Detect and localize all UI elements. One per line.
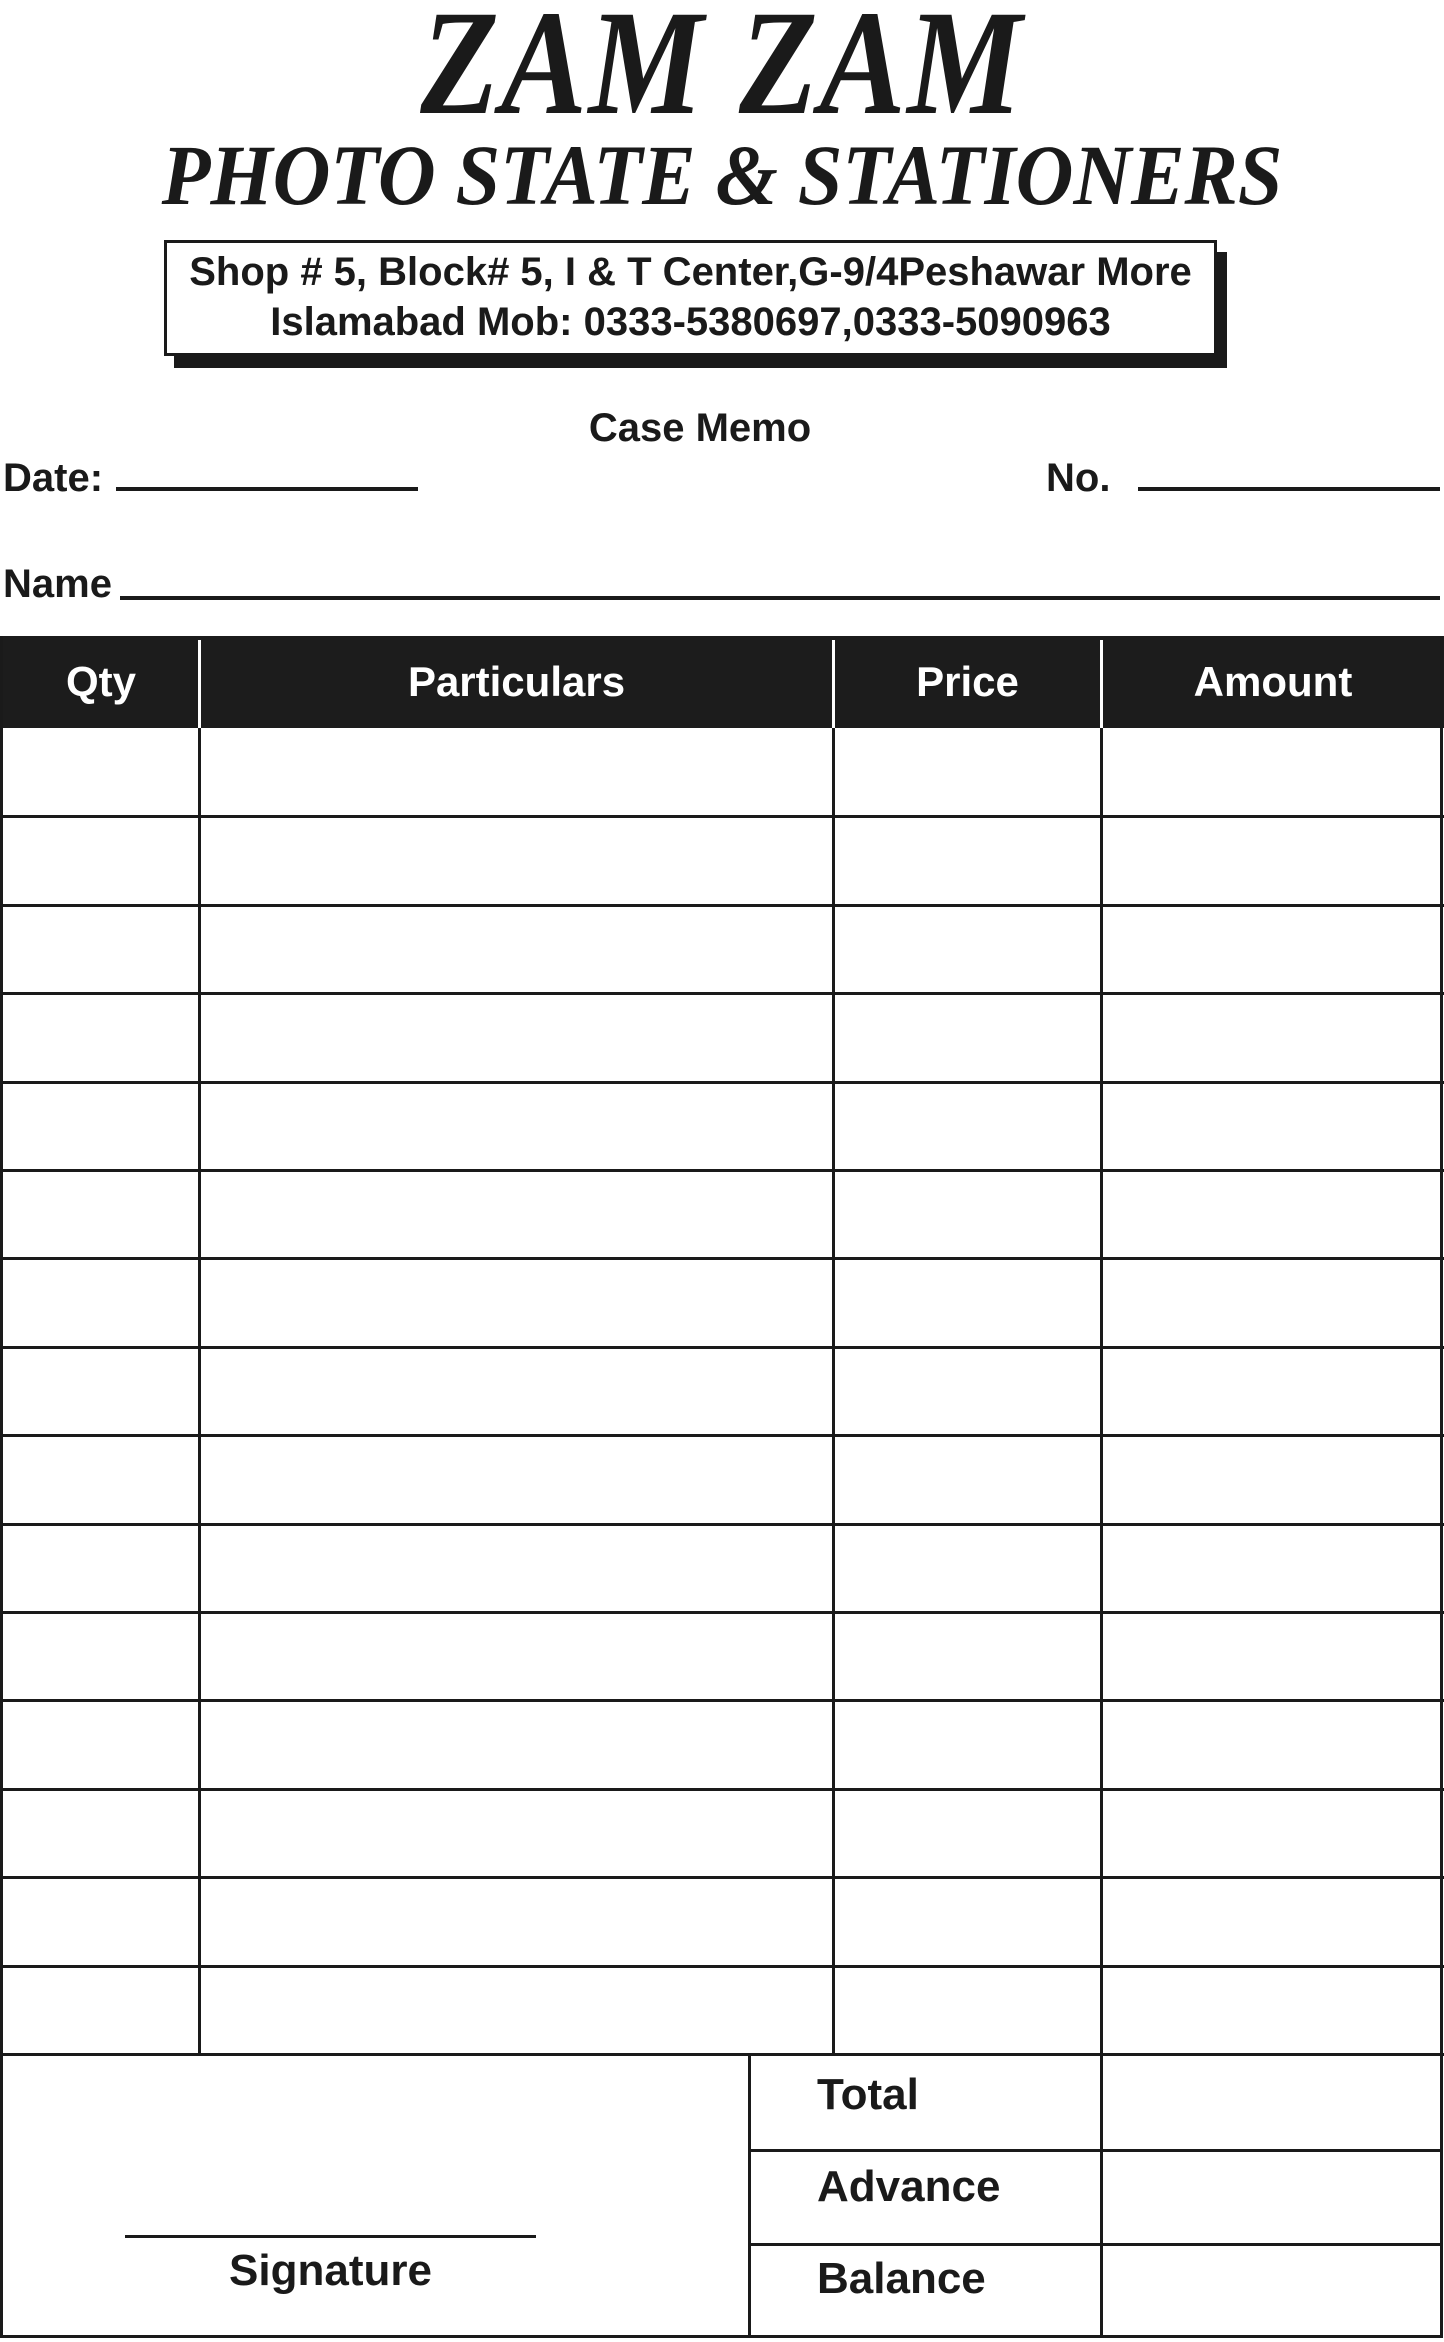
amount-cell[interactable] <box>1102 1170 1444 1258</box>
signature-line[interactable] <box>125 2235 536 2238</box>
qty-cell[interactable] <box>3 1524 200 1612</box>
header-separator <box>198 640 201 728</box>
address-line-1: Shop # 5, Block# 5, I & T Center,G-9/4Peshawar More <box>189 250 1192 294</box>
address-box <box>164 240 1217 356</box>
particulars-cell[interactable] <box>200 1524 834 1612</box>
price-cell[interactable] <box>834 1435 1102 1523</box>
amount-cell[interactable] <box>1102 1435 1444 1523</box>
particulars-cell[interactable] <box>200 993 834 1081</box>
column-divider <box>832 728 835 2054</box>
amount-cell[interactable] <box>1102 1347 1444 1435</box>
advance-value-cell[interactable] <box>1103 2149 1440 2244</box>
amount-cell[interactable] <box>1102 1877 1444 1965</box>
balance-label: Balance <box>817 2254 986 2303</box>
qty-cell[interactable] <box>3 1258 200 1346</box>
shop-subtitle: PHOTO STATE & STATIONERS <box>161 127 1283 223</box>
table-border-right <box>1440 636 1443 2338</box>
amount-cell[interactable] <box>1102 1789 1444 1877</box>
qty-cell[interactable] <box>3 728 200 816</box>
qty-cell[interactable] <box>3 816 200 904</box>
column-header-particulars: Particulars <box>407 658 626 705</box>
price-cell[interactable] <box>834 1877 1102 1965</box>
column-divider <box>198 728 201 2056</box>
qty-cell[interactable] <box>3 1347 200 1435</box>
qty-cell[interactable] <box>3 1082 200 1170</box>
qty-cell[interactable] <box>3 1966 200 2054</box>
advance-label: Advance <box>817 2162 1001 2211</box>
amount-cell[interactable] <box>1102 993 1444 1081</box>
total-value-cell[interactable] <box>1103 2054 1440 2149</box>
price-cell[interactable] <box>834 1700 1102 1788</box>
qty-cell[interactable] <box>3 905 200 993</box>
price-cell[interactable] <box>834 816 1102 904</box>
price-cell[interactable] <box>834 993 1102 1081</box>
particulars-cell[interactable] <box>200 816 834 904</box>
qty-cell[interactable] <box>3 1700 200 1788</box>
amount-cell[interactable] <box>1102 1612 1444 1700</box>
price-cell[interactable] <box>834 1258 1102 1346</box>
total-label: Total <box>817 2070 919 2119</box>
price-cell[interactable] <box>834 905 1102 993</box>
price-cell[interactable] <box>834 1789 1102 1877</box>
shop-title: ZAM ZAM <box>420 0 1024 146</box>
balance-value-cell[interactable] <box>1103 2243 1440 2338</box>
header-separator <box>1100 640 1103 728</box>
amount-cell[interactable] <box>1102 1700 1444 1788</box>
summary-divider <box>748 2054 751 2338</box>
particulars-cell[interactable] <box>200 1347 834 1435</box>
qty-cell[interactable] <box>3 1789 200 1877</box>
column-header-qty: Qty <box>65 658 136 705</box>
table-border-left <box>0 636 3 2338</box>
particulars-cell[interactable] <box>200 905 834 993</box>
price-cell[interactable] <box>834 1347 1102 1435</box>
particulars-cell[interactable] <box>200 728 834 816</box>
qty-cell[interactable] <box>3 1170 200 1258</box>
amount-cell[interactable] <box>1102 1966 1444 2054</box>
no-label: No. <box>1046 456 1111 500</box>
column-header-amount: Amount <box>1193 658 1353 705</box>
address-line-2: Islamabad Mob: 0333-5380697,0333-5090963 <box>270 300 1111 344</box>
price-cell[interactable] <box>834 1082 1102 1170</box>
particulars-cell[interactable] <box>200 1082 834 1170</box>
price-cell[interactable] <box>834 1966 1102 2054</box>
name-label: Name <box>3 562 112 606</box>
amount-cell[interactable] <box>1102 1524 1444 1612</box>
name-field[interactable] <box>120 596 1440 600</box>
qty-cell[interactable] <box>3 993 200 1081</box>
qty-cell[interactable] <box>3 1435 200 1523</box>
column-header-price: Price <box>916 658 1019 705</box>
number-field[interactable] <box>1138 487 1440 491</box>
qty-cell[interactable] <box>3 1877 200 1965</box>
memo-heading: Case Memo <box>588 406 812 450</box>
amount-cell[interactable] <box>1102 905 1444 993</box>
header-separator <box>832 640 835 728</box>
price-cell[interactable] <box>834 1170 1102 1258</box>
particulars-cell[interactable] <box>200 1966 834 2054</box>
date-field[interactable] <box>116 487 418 491</box>
amount-cell[interactable] <box>1102 816 1444 904</box>
particulars-cell[interactable] <box>200 1789 834 1877</box>
qty-cell[interactable] <box>3 1612 200 1700</box>
particulars-cell[interactable] <box>200 1877 834 1965</box>
price-cell[interactable] <box>834 1524 1102 1612</box>
particulars-cell[interactable] <box>200 1170 834 1258</box>
particulars-cell[interactable] <box>200 1612 834 1700</box>
amount-cell[interactable] <box>1102 1258 1444 1346</box>
amount-cell[interactable] <box>1102 1082 1444 1170</box>
signature-label: Signature <box>229 2246 432 2295</box>
particulars-cell[interactable] <box>200 1700 834 1788</box>
price-cell[interactable] <box>834 1612 1102 1700</box>
particulars-cell[interactable] <box>200 1258 834 1346</box>
price-cell[interactable] <box>834 728 1102 816</box>
particulars-cell[interactable] <box>200 1435 834 1523</box>
amount-cell[interactable] <box>1102 728 1444 816</box>
date-label: Date: <box>3 456 104 500</box>
